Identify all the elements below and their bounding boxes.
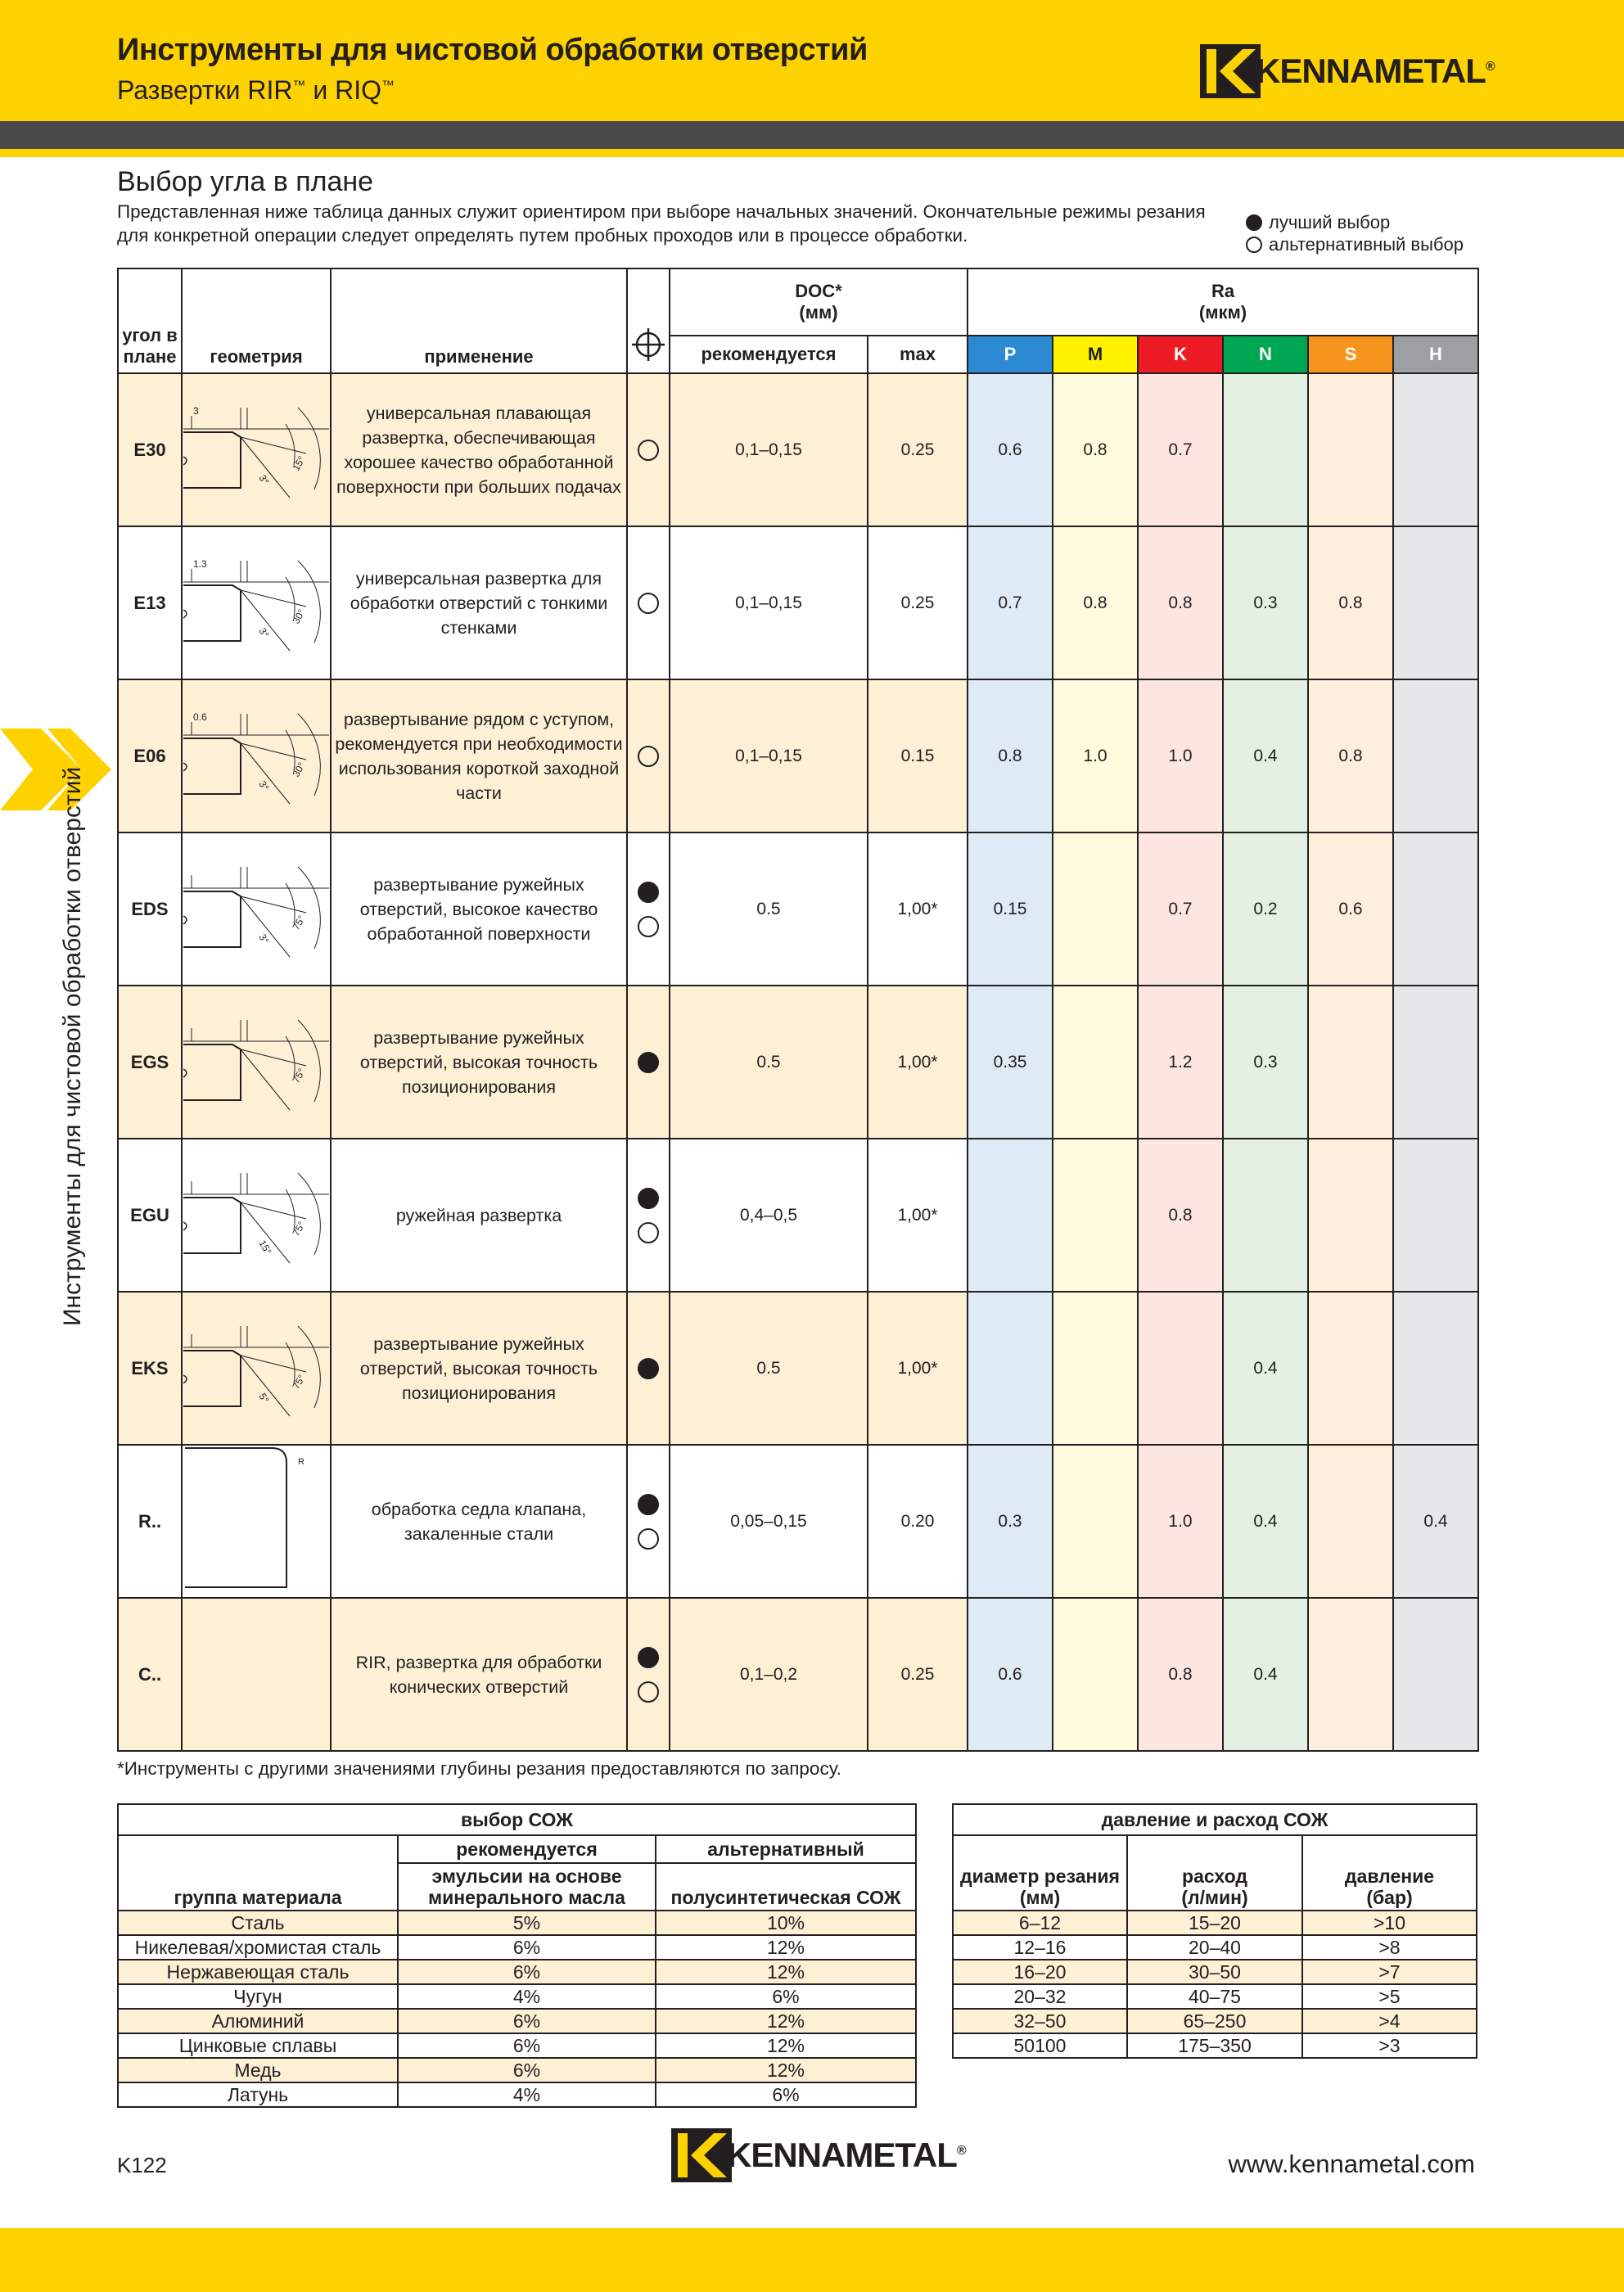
row-ra-s bbox=[1308, 986, 1393, 1139]
row-application: универсальная плавающая развертка, обеспечивающая хорошее качество обработанной поверхности при больших подачах bbox=[331, 373, 627, 526]
row-application: развертывание ружейных отверстий, высокое качество обработанной поверхности bbox=[331, 832, 627, 986]
pressure-diameter: 32–50 bbox=[953, 2009, 1127, 2033]
row-geometry bbox=[182, 526, 331, 679]
row-ra-m bbox=[1053, 1445, 1138, 1598]
row-ra-k: 1.0 bbox=[1138, 679, 1223, 832]
row-ra-p: 0.6 bbox=[968, 1598, 1053, 1751]
coolant-material: Латунь bbox=[118, 2082, 398, 2107]
kennametal-logo: KENNAMETAL® bbox=[1200, 44, 1495, 98]
empty-circle-icon bbox=[638, 1681, 659, 1703]
row-ra-m bbox=[1053, 986, 1138, 1139]
filled-circle-icon bbox=[638, 1494, 659, 1515]
kennametal-k-icon bbox=[671, 2128, 732, 2182]
row-application: ружейная развертка bbox=[331, 1139, 627, 1292]
pressure-diameter: 12–16 bbox=[953, 1935, 1127, 1960]
row-ra-p bbox=[968, 1139, 1053, 1292]
empty-circle-icon bbox=[638, 916, 659, 937]
svg-text:30°: 30° bbox=[290, 760, 308, 779]
section-title: Выбор угла в плане bbox=[117, 166, 374, 197]
table-row bbox=[118, 1292, 1478, 1445]
row-angle: EKS bbox=[118, 1292, 182, 1445]
svg-text:75°: 75° bbox=[290, 1219, 308, 1238]
row-ra-n: 0.4 bbox=[1223, 1292, 1308, 1445]
filled-circle-icon bbox=[1246, 214, 1262, 231]
row-doc: 0,1–0,2 bbox=[670, 1598, 868, 1751]
coolant-col-alt: альтернативный bbox=[656, 1835, 916, 1863]
row-angle: EDS bbox=[118, 832, 182, 986]
filled-circle-icon bbox=[638, 1188, 659, 1209]
geometry-sketch bbox=[183, 528, 329, 678]
kennametal-k-icon bbox=[1200, 44, 1261, 98]
row-geometry bbox=[182, 1445, 331, 1598]
col-angle: угол в плане bbox=[118, 268, 182, 373]
col-ra: Ra (мкм) bbox=[968, 268, 1478, 336]
col-doc-recommended: рекомендуется bbox=[670, 336, 868, 373]
svg-text:75°: 75° bbox=[290, 1372, 308, 1392]
row-doc: 0,1–0,15 bbox=[670, 373, 868, 526]
table-row bbox=[118, 2009, 916, 2033]
row-ra-s: 0.6 bbox=[1308, 832, 1393, 986]
table-row bbox=[118, 1598, 1478, 1751]
geometry-sketch bbox=[183, 987, 329, 1137]
row-marker bbox=[627, 832, 670, 986]
coolant-col-alt-sub: полусинтетическая СОЖ bbox=[656, 1863, 916, 1911]
row-marker bbox=[627, 986, 670, 1139]
row-ra-p bbox=[968, 1292, 1053, 1445]
row-ra-s: 0.8 bbox=[1308, 526, 1393, 679]
row-ra-h: 0.4 bbox=[1393, 1445, 1478, 1598]
row-ra-k: 0.7 bbox=[1138, 373, 1223, 526]
page-header bbox=[0, 0, 1624, 121]
row-ra-s bbox=[1308, 1139, 1393, 1292]
row-ra-p: 0.15 bbox=[968, 832, 1053, 986]
row-ra-m bbox=[1053, 1292, 1138, 1445]
row-ra-h bbox=[1393, 986, 1478, 1139]
row-application: RIR, развертка для обработки конических отверстий bbox=[331, 1598, 627, 1751]
coolant-alt: 12% bbox=[656, 1960, 916, 1984]
pressure-table bbox=[952, 1803, 1477, 2059]
coolant-alt: 6% bbox=[656, 2082, 916, 2107]
row-doc: 0,05–0,15 bbox=[670, 1445, 868, 1598]
row-ra-k: 1.2 bbox=[1138, 986, 1223, 1139]
empty-circle-icon bbox=[1246, 237, 1262, 253]
filled-circle-icon bbox=[638, 882, 659, 903]
coolant-material: Никелевая/хромистая сталь bbox=[118, 1935, 398, 1960]
coolant-rec: 6% bbox=[398, 2009, 656, 2033]
pressure-col-diam: диаметр резания (мм) bbox=[953, 1835, 1127, 1911]
row-max: 1,00* bbox=[868, 986, 968, 1139]
table-row bbox=[953, 1984, 1477, 2009]
mat-k: K bbox=[1138, 336, 1223, 373]
table-row bbox=[953, 1911, 1477, 1935]
table-row bbox=[953, 2009, 1477, 2033]
row-angle: E13 bbox=[118, 526, 182, 679]
col-application: применение bbox=[331, 268, 627, 373]
row-ra-k bbox=[1138, 1292, 1223, 1445]
table-row bbox=[118, 679, 1478, 832]
pressure-diameter: 20–32 bbox=[953, 1984, 1127, 2009]
table-row bbox=[953, 1935, 1477, 1960]
coolant-rec: 6% bbox=[398, 2058, 656, 2082]
coolant-alt: 12% bbox=[656, 2009, 916, 2033]
coolant-alt: 12% bbox=[656, 2058, 916, 2082]
header-divider bbox=[0, 121, 1624, 149]
row-ra-m: 1.0 bbox=[1053, 679, 1138, 832]
filled-circle-icon bbox=[638, 1052, 659, 1073]
coolant-col-group: группа материала bbox=[118, 1835, 398, 1911]
pressure-col-flow: расход (л/мин) bbox=[1127, 1835, 1302, 1911]
empty-circle-icon bbox=[638, 1222, 659, 1243]
row-doc: 0,1–0,15 bbox=[670, 526, 868, 679]
row-angle: E30 bbox=[118, 373, 182, 526]
row-ra-s bbox=[1308, 1292, 1393, 1445]
coolant-title: выбор СОЖ bbox=[118, 1804, 916, 1835]
row-angle: C.. bbox=[118, 1598, 182, 1751]
row-ra-h bbox=[1393, 679, 1478, 832]
row-angle: EGS bbox=[118, 986, 182, 1139]
row-ra-s bbox=[1308, 1445, 1393, 1598]
section-description: Представленная ниже таблица данных служит ориентиром при выборе начальных значений. Окончательные режимы резания для конкретной операции следует определять путем пробных проходов или в процессе обработки. bbox=[117, 201, 1206, 246]
table-row bbox=[118, 373, 1478, 526]
row-max: 0.20 bbox=[868, 1445, 968, 1598]
row-ra-h bbox=[1393, 1139, 1478, 1292]
pressure-diameter: 50100 bbox=[953, 2033, 1127, 2058]
pressure-value: >10 bbox=[1302, 1911, 1477, 1935]
row-max: 0.25 bbox=[868, 1598, 968, 1751]
svg-text:75°: 75° bbox=[290, 1066, 308, 1085]
row-ra-h bbox=[1393, 526, 1478, 679]
row-geometry bbox=[182, 679, 331, 832]
row-marker bbox=[627, 1598, 670, 1751]
svg-text:1.3: 1.3 bbox=[193, 558, 207, 570]
row-ra-k: 0.8 bbox=[1138, 526, 1223, 679]
col-doc: DOC* (мм) bbox=[670, 268, 968, 336]
pressure-title: давление и расход СОЖ bbox=[953, 1804, 1477, 1835]
empty-circle-icon bbox=[638, 746, 659, 767]
row-ra-n bbox=[1223, 1139, 1308, 1292]
svg-text:75°: 75° bbox=[290, 913, 308, 932]
coolant-rec: 6% bbox=[398, 1935, 656, 1960]
row-geometry bbox=[182, 1598, 331, 1751]
chapter-side-label: Инструменты для чистовой обработки отверстий bbox=[59, 766, 86, 1326]
geometry-sketch bbox=[183, 1293, 329, 1443]
row-ra-h bbox=[1393, 1598, 1478, 1751]
table-row bbox=[118, 1911, 916, 1935]
row-ra-s bbox=[1308, 1598, 1393, 1751]
table-row bbox=[953, 1960, 1477, 1984]
page-subtitle: Развертки RIR™ и RIQ™ bbox=[117, 75, 395, 105]
page-title: Инструменты для чистовой обработки отверстий bbox=[117, 33, 868, 67]
row-ra-k: 0.8 bbox=[1138, 1598, 1223, 1751]
coolant-material: Цинковые сплавы bbox=[118, 2033, 398, 2058]
row-marker bbox=[627, 1445, 670, 1598]
row-doc: 0.5 bbox=[670, 832, 868, 986]
website-link[interactable]: www.kennametal.com bbox=[1228, 2150, 1475, 2178]
row-ra-s bbox=[1308, 373, 1393, 526]
row-marker bbox=[627, 373, 670, 526]
geometry-sketch bbox=[183, 1446, 329, 1596]
svg-text:15°: 15° bbox=[290, 453, 308, 473]
row-ra-n: 0.3 bbox=[1223, 986, 1308, 1139]
row-ra-n: 0.4 bbox=[1223, 1598, 1308, 1751]
svg-text:R: R bbox=[298, 1457, 304, 1467]
geometry-sketch bbox=[183, 681, 329, 831]
table-row bbox=[118, 1139, 1478, 1292]
row-application: развертывание рядом с уступом, рекомендуется при необходимости использования короткой заходной части bbox=[331, 679, 627, 832]
geometry-sketch bbox=[183, 375, 329, 525]
coolant-material: Чугун bbox=[118, 1984, 398, 2009]
empty-circle-icon bbox=[638, 440, 659, 461]
geometry-sketch bbox=[183, 834, 329, 984]
coolant-material: Алюминий bbox=[118, 2009, 398, 2033]
row-application: развертывание ружейных отверстий, высокая точность позиционирования bbox=[331, 986, 627, 1139]
row-ra-p: 0.6 bbox=[968, 373, 1053, 526]
row-ra-n: 0.4 bbox=[1223, 679, 1308, 832]
empty-circle-icon bbox=[638, 593, 659, 614]
row-ra-h bbox=[1393, 1292, 1478, 1445]
row-ra-n: 0.2 bbox=[1223, 832, 1308, 986]
empty-circle-icon bbox=[638, 1528, 659, 1550]
row-ra-h bbox=[1393, 373, 1478, 526]
row-marker bbox=[627, 526, 670, 679]
row-ra-p: 0.3 bbox=[968, 1445, 1053, 1598]
coolant-alt: 10% bbox=[656, 1911, 916, 1935]
svg-text:0.6: 0.6 bbox=[193, 711, 207, 723]
pressure-flow: 15–20 bbox=[1127, 1911, 1302, 1935]
row-max: 1,00* bbox=[868, 1292, 968, 1445]
coolant-alt: 12% bbox=[656, 1935, 916, 1960]
coolant-alt: 12% bbox=[656, 2033, 916, 2058]
svg-text:3: 3 bbox=[193, 405, 199, 417]
filled-circle-icon bbox=[638, 1358, 659, 1379]
footer-bar bbox=[0, 2228, 1624, 2292]
row-doc: 0,4–0,5 bbox=[670, 1139, 868, 1292]
legend-alternative: альтернативный выбор bbox=[1246, 233, 1464, 255]
row-ra-k: 1.0 bbox=[1138, 1445, 1223, 1598]
mat-h: H bbox=[1393, 336, 1478, 373]
svg-text:3°: 3° bbox=[256, 932, 272, 946]
geometry-sketch bbox=[183, 1140, 329, 1290]
svg-text:3°: 3° bbox=[256, 625, 272, 640]
row-max: 0.25 bbox=[868, 526, 968, 679]
svg-text:3°: 3° bbox=[256, 778, 272, 793]
row-angle: E06 bbox=[118, 679, 182, 832]
filled-circle-icon bbox=[638, 1647, 659, 1668]
legend-best: лучший выбор bbox=[1246, 211, 1464, 233]
row-ra-p: 0.8 bbox=[968, 679, 1053, 832]
crosshair-icon bbox=[632, 328, 665, 361]
coolant-material: Медь bbox=[118, 2058, 398, 2082]
pressure-flow: 65–250 bbox=[1127, 2009, 1302, 2033]
pressure-diameter: 6–12 bbox=[953, 1911, 1127, 1935]
row-application: развертывание ружейных отверстий, высокая точность позиционирования bbox=[331, 1292, 627, 1445]
row-max: 1,00* bbox=[868, 832, 968, 986]
row-doc: 0,1–0,15 bbox=[670, 679, 868, 832]
coolant-material: Сталь bbox=[118, 1911, 398, 1935]
coolant-alt: 6% bbox=[656, 1984, 916, 2009]
row-ra-m bbox=[1053, 1598, 1138, 1751]
header-accent-line bbox=[0, 149, 1624, 157]
coolant-rec: 5% bbox=[398, 1911, 656, 1935]
row-geometry bbox=[182, 1292, 331, 1445]
pressure-flow: 40–75 bbox=[1127, 1984, 1302, 2009]
pressure-value: >5 bbox=[1302, 1984, 1477, 2009]
table-row bbox=[118, 2058, 916, 2082]
row-ra-m: 0.8 bbox=[1053, 526, 1138, 679]
table-row bbox=[118, 1935, 916, 1960]
row-application: универсальная развертка для обработки отверстий с тонкими стенками bbox=[331, 526, 627, 679]
table-row bbox=[953, 2033, 1477, 2058]
legend bbox=[1246, 211, 1464, 255]
table-row bbox=[118, 526, 1478, 679]
svg-text:3°: 3° bbox=[256, 472, 272, 487]
row-marker bbox=[627, 679, 670, 832]
row-ra-k: 0.7 bbox=[1138, 832, 1223, 986]
svg-text:30°: 30° bbox=[290, 607, 308, 626]
table-row bbox=[118, 2033, 916, 2058]
row-ra-m bbox=[1053, 1139, 1138, 1292]
chapter-arrow-icon bbox=[0, 729, 111, 810]
coolant-rec: 6% bbox=[398, 2033, 656, 2058]
row-ra-k: 0.8 bbox=[1138, 1139, 1223, 1292]
row-geometry bbox=[182, 832, 331, 986]
row-ra-s: 0.8 bbox=[1308, 679, 1393, 832]
table-row bbox=[118, 1984, 916, 2009]
pressure-value: >8 bbox=[1302, 1935, 1477, 1960]
col-doc-max: max bbox=[868, 336, 968, 373]
row-marker bbox=[627, 1139, 670, 1292]
angle-selection-table bbox=[117, 268, 1479, 1752]
coolant-col-rec-sub: эмульсии на основе минерального масла bbox=[398, 1863, 656, 1911]
pressure-flow: 30–50 bbox=[1127, 1960, 1302, 1984]
pressure-flow: 175–350 bbox=[1127, 2033, 1302, 2058]
mat-s: S bbox=[1308, 336, 1393, 373]
row-angle: R.. bbox=[118, 1445, 182, 1598]
row-ra-n: 0.3 bbox=[1223, 526, 1308, 679]
kennametal-footer-logo: KENNAMETAL® bbox=[671, 2128, 966, 2182]
pressure-value: >3 bbox=[1302, 2033, 1477, 2058]
svg-text:15°: 15° bbox=[256, 1238, 274, 1257]
row-ra-h bbox=[1393, 832, 1478, 986]
page-number: K122 bbox=[117, 2153, 167, 2177]
coolant-rec: 4% bbox=[398, 1984, 656, 2009]
coolant-rec: 6% bbox=[398, 1960, 656, 1984]
table-row bbox=[118, 2082, 916, 2107]
table-row bbox=[118, 986, 1478, 1139]
mat-p: P bbox=[968, 336, 1053, 373]
svg-text:5°: 5° bbox=[256, 1391, 272, 1405]
row-marker bbox=[627, 1292, 670, 1445]
mat-n: N bbox=[1223, 336, 1308, 373]
coolant-table bbox=[117, 1803, 917, 2108]
row-ra-p: 0.35 bbox=[968, 986, 1053, 1139]
row-ra-m bbox=[1053, 832, 1138, 986]
row-doc: 0.5 bbox=[670, 986, 868, 1139]
pressure-col-press: давление (бар) bbox=[1302, 1835, 1477, 1911]
row-ra-n bbox=[1223, 373, 1308, 526]
pressure-value: >4 bbox=[1302, 2009, 1477, 2033]
row-geometry bbox=[182, 986, 331, 1139]
row-max: 0.25 bbox=[868, 373, 968, 526]
pressure-diameter: 16–20 bbox=[953, 1960, 1127, 1984]
pressure-flow: 20–40 bbox=[1127, 1935, 1302, 1960]
table-row bbox=[118, 1960, 916, 1984]
row-geometry bbox=[182, 373, 331, 526]
coolant-rec: 4% bbox=[398, 2082, 656, 2107]
row-application: обработка седла клапана, закаленные стали bbox=[331, 1445, 627, 1598]
row-ra-p: 0.7 bbox=[968, 526, 1053, 679]
row-doc: 0.5 bbox=[670, 1292, 868, 1445]
row-max: 1,00* bbox=[868, 1139, 968, 1292]
footnote: *Инструменты с другими значениями глубины резания предоставляются по запросу. bbox=[117, 1758, 841, 1779]
row-max: 0.15 bbox=[868, 679, 968, 832]
row-ra-n: 0.4 bbox=[1223, 1445, 1308, 1598]
coolant-material: Нержавеющая сталь bbox=[118, 1960, 398, 1984]
table-row bbox=[118, 832, 1478, 986]
pressure-value: >7 bbox=[1302, 1960, 1477, 1984]
col-marker bbox=[627, 268, 670, 373]
col-geometry: геометрия bbox=[182, 268, 331, 373]
row-geometry bbox=[182, 1139, 331, 1292]
mat-m: M bbox=[1053, 336, 1138, 373]
table-row bbox=[118, 1445, 1478, 1598]
row-angle: EGU bbox=[118, 1139, 182, 1292]
coolant-col-rec: рекомендуется bbox=[398, 1835, 656, 1863]
row-ra-m: 0.8 bbox=[1053, 373, 1138, 526]
